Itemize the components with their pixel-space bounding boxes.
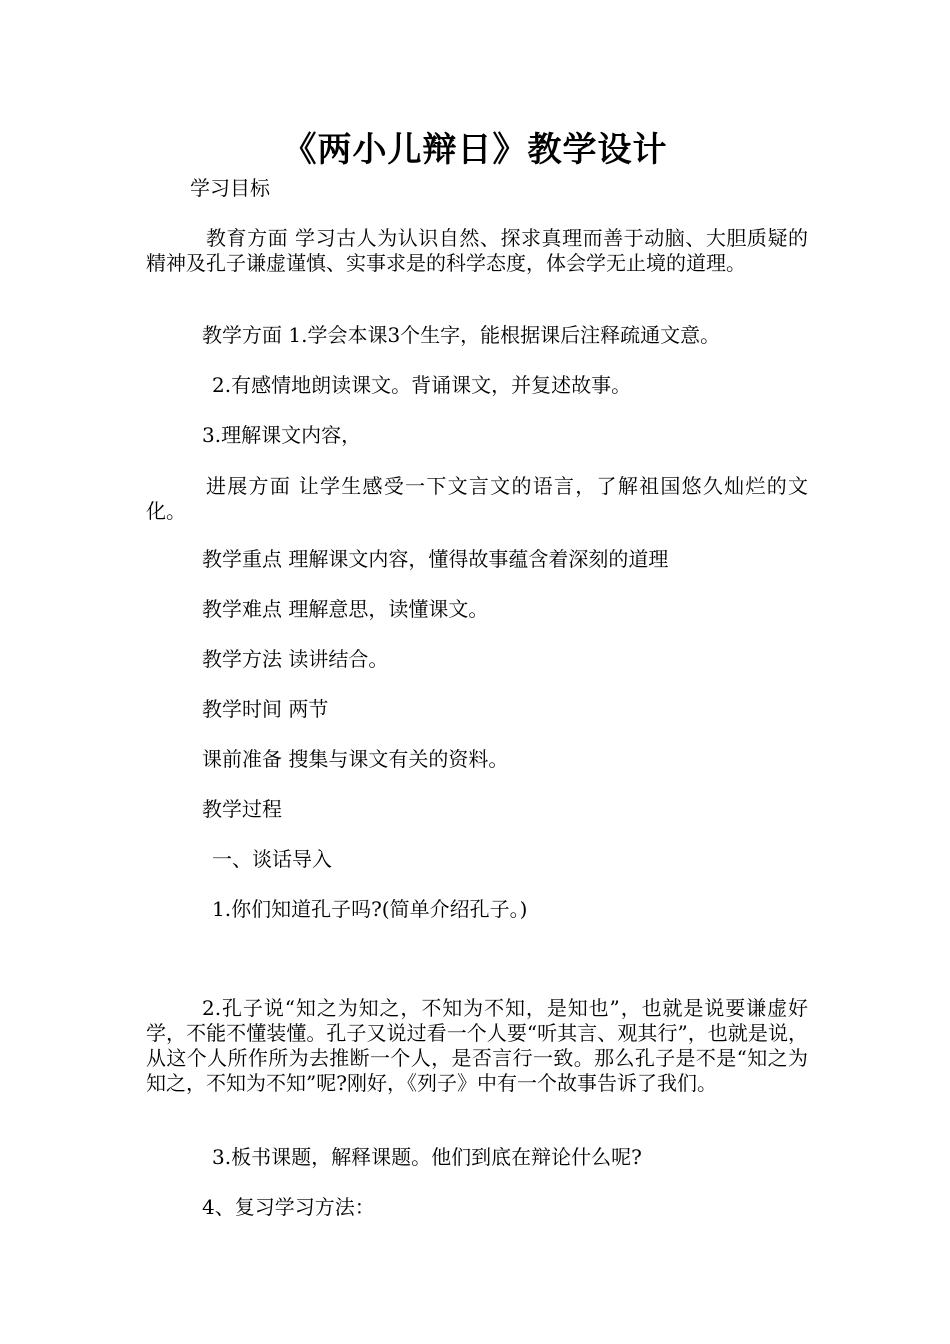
paragraph-process-heading: 教学过程	[202, 797, 282, 821]
paragraph-key-points: 教学重点 理解课文内容，懂得故事蕴含着深刻的道理	[202, 547, 669, 571]
paragraph-learning-goals: 学习目标	[190, 176, 270, 200]
paragraph-preparation: 课前准备 搜集与课文有关的资料。	[202, 747, 509, 771]
paragraph-step-1: 1.你们知道孔子吗?(简单介绍孔子。)	[212, 897, 528, 921]
paragraph-section-intro: 一、谈话导入	[212, 847, 332, 871]
paragraph-development-aspect: 进展方面 让学生感受一下文言文的语言，了解祖国悠久灿烂的文化。	[146, 474, 808, 523]
paragraph-time: 教学时间 两节	[202, 697, 329, 721]
paragraph-step-2: 2.孔子说“知之为知之，不知为不知，是知也”，也就是说要谦虚好学，不能不懂装懂。孔子又说过看一个人要“听其言、观其行”，也就是说，从这个人所作所为去推断一个人，是否言行一致。那么孔子是不是“知之为知之，不知为不知”呢?刚好，《列子》中有一个故事告诉了我们。	[146, 996, 808, 1095]
paragraph-teaching-item-2: 2.有感情地朗读课文。背诵课文，并复述故事。	[212, 373, 632, 397]
paragraph-step-4: 4、复习学习方法：	[202, 1195, 375, 1219]
paragraph-teaching-aspect: 教学方面 1.学会本课3个生字，能根据课后注释疏通文意。	[202, 323, 721, 347]
paragraph-education-aspect: 教育方面 学习古人为认识自然、探求真理而善于动脑、大胆质疑的精神及孔子谦虚谨慎、实事求是的科学态度，体会学无止境的道理。	[146, 226, 808, 275]
paragraph-difficulties: 教学难点 理解意思，读懂课文。	[202, 597, 489, 621]
paragraph-step-3: 3.板书课题，解释课题。他们到底在辩论什么呢?	[212, 1145, 642, 1169]
paragraph-teaching-item-3: 3.理解课文内容，	[202, 423, 362, 447]
document-title: 《两小儿辩日》教学设计	[282, 130, 668, 170]
paragraph-method: 教学方法 读讲结合。	[202, 647, 389, 671]
